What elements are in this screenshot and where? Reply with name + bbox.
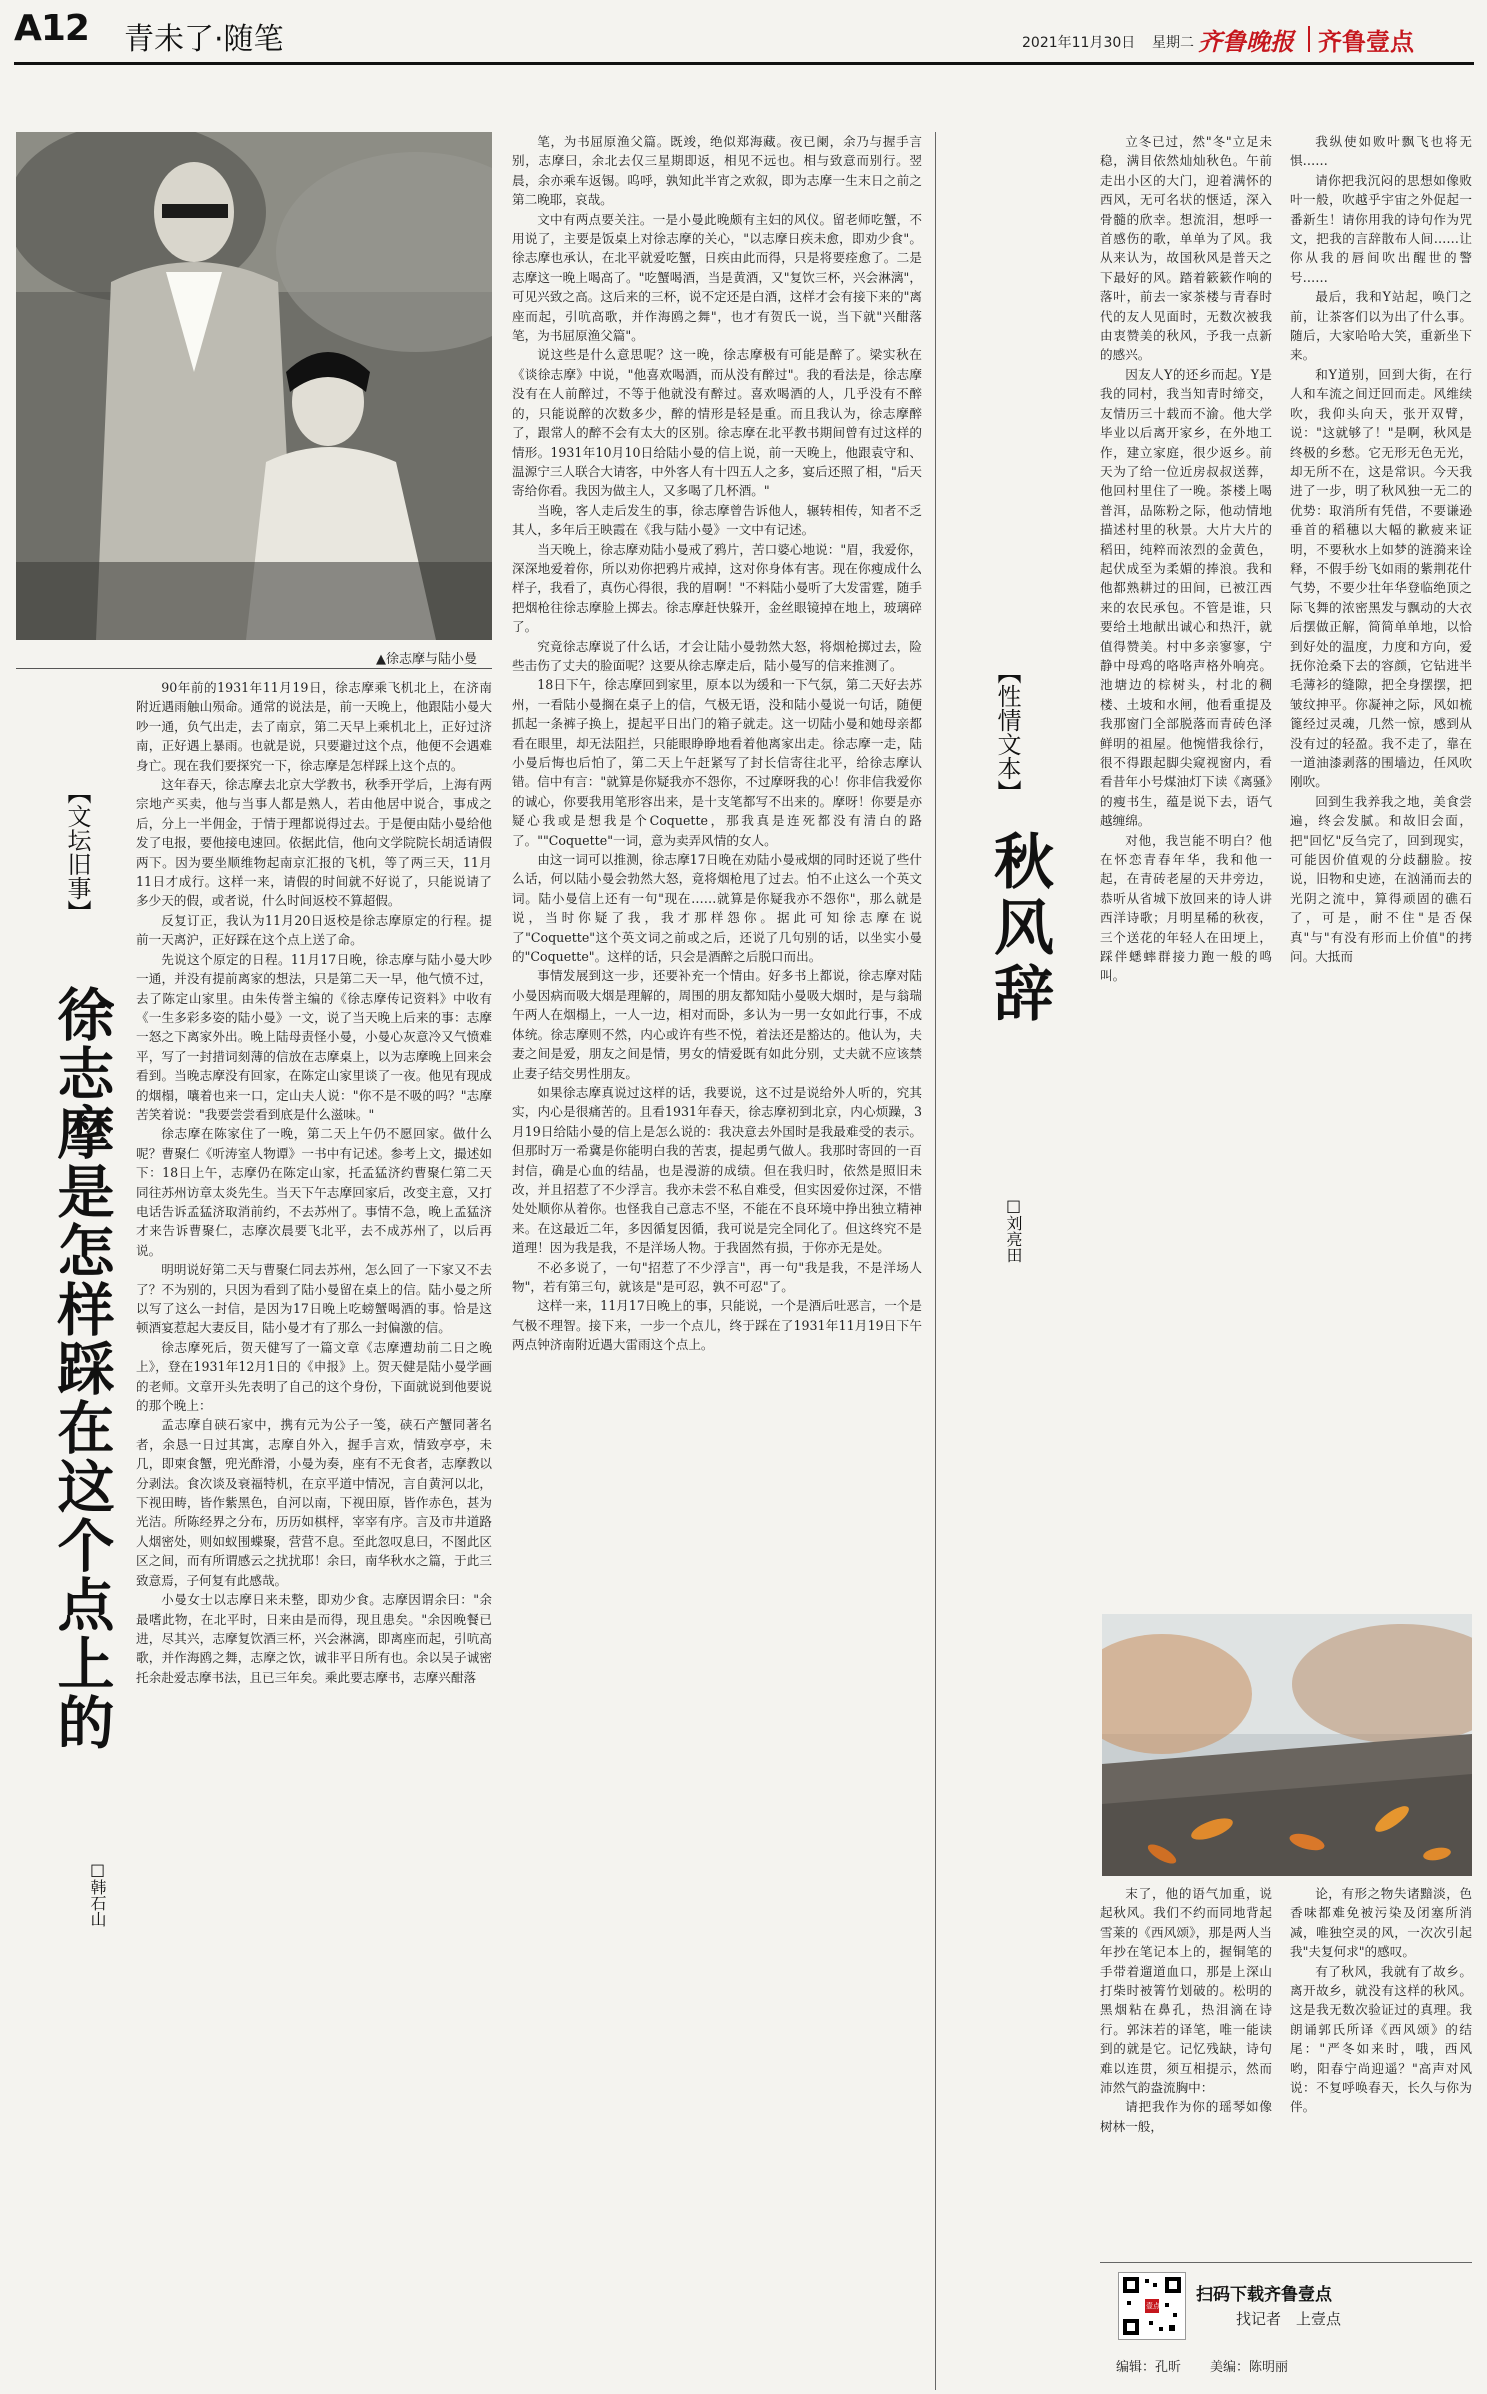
photo-illustration [1102, 1614, 1472, 1876]
paragraph: 末了，他的语气加重，说起秋风。我们不约而同地背起雪莱的《西风颂》，那是两人当年抄在笔记本上的，握铜笔的手带着遛道血口，那是上深山打柴时被箐竹划破的。松明的黑烟粘在鼻孔，热泪滴在诗行。郭沫若的译笔，唯一能读到的就是它。记忆残缺，诗句难以连贯，须互相提示，然而沛然气韵盎流胸中： [1100, 1886, 1272, 2096]
scan-subtitle: 找记者 上壹点 [1236, 2310, 1342, 2328]
paragraph: 这年春天，徐志摩去北京大学教书，秋季开学后，上海有两宗地产买卖，他与当事人都是熟人，若由他居中说合，事成之后，分上一半佣金，于情于理都说得过去。于是便由陆小曼给他发了电报，要他接电速回。依据此信，他向文学院院长胡适请假两下。因为要坐顺维物起南京汇报的飞机，等了两三天，11月11日才成行。这样一来，请假的时间就不好说了，只能说请了多少天的假，或者说，什么时间返校不算超假。 [136, 777, 492, 909]
article1-title: 徐志摩是怎样踩在这个点上的 [48, 985, 115, 1752]
paragraph: 先说这个原定的日程。11月17日晚，徐志摩与陆小曼大吵一通，并没有提前离家的想法，只是第二天一早，他气愤不过，去了陈定山家里。由朱传誉主编的《徐志摩传记资料》中收有《一生多彩多姿的陆小曼》一文，说了当天晚上后来的事：志摩一怒之下离家外出。晚上陆母责怪小曼，小曼心灰意冷又气愤难平，写了一封措词刻薄的信放在志摩桌上，以为志摩晚上回来会看到。当晚志摩没有回家，在陈定山家里谈了一夜。他见有现成的烟榻，嚷着也来一口，定山夫人说："你不是不吸的吗？"志摩苦笑着说："我要尝尝看到底是什么滋味。" [136, 951, 492, 1122]
footer-rule [1100, 2262, 1472, 2263]
article2-column-2 [1290, 132, 1472, 1604]
brand-logo: 齐鲁晚报 [1198, 28, 1294, 56]
paragraph: 不必多说了，一句"招惹了不少浮言"，再一句"我是我，不是洋场人物"，若有第三句，就该是"是可忍，孰不可忍"了。 [512, 1259, 922, 1294]
quote-paragraph: 请把我作为你的瑶琴如像树林一般， [1100, 2099, 1272, 2134]
paragraph: 反复订正，我认为11月20日返校是徐志摩原定的行程。提前一天离沪，正好踩在这个点上送了命。 [136, 912, 492, 948]
paragraph: 18日下午，徐志摩回到家里，原本以为缓和一下气氛，第二天好去苏州，一看陆小曼搁在桌子上的信，气极无语，没和陆小曼说一句话，随便抓起一条裤子换上，提起平日出门的箱子就走。这一切陆小曼和她母亲都看在眼里，却无法阻拦，只能眼睁睁地看着他离家出走。徐志摩一走，陆小曼后悔也后怕了，第二天上午赶紧写了封长信寄往北平，给徐志摩认错。信中有言："就算是你疑我亦不怨你，不过摩呀我的心！你非信我爱你的诚心，你要我用笔形容出来，是十支笔都写不出来的。摩呀！你要是亦疑心我或是想我是个Coquette，那我真是连死都没有清白的路了。""Coquette"一词，意为卖弄风情的女人。 [512, 677, 922, 848]
paragraph: 事情发展到这一步，还要补充一个情由。好多书上都说，徐志摩对陆小曼因病而吸大烟是理解的，周围的朋友都知陆小曼吸大烟时，是与翁瑞午两人在烟榻上，一人一边，相对而卧，多认为一男一女如此行事，不成体统。徐志摩则不然，内心或许有些不悦，着法还是豁达的。他认为，夫妻之间是爱，朋友之间是情，男女的情爱既有如此分别，丈夫就不应该禁止妻子结交男性朋友。 [512, 968, 922, 1081]
paragraph: 因友人Y的还乡而起。Y是我的同村，我当知青时缔交，友情历三十载而不渝。他大学毕业以后离开家乡，在外地工作，建立家庭，很少返乡。前天为了给一位近房叔叔送葬，他回村里住了一晚。茶楼上喝普洱，品陈粉之际，他动情地描述村里的秋景。大片大片的稻田，纯粹而浓烈的金黄色，起伏成至为柔媚的捧浪。我和他都熟耕过的田间，已被江西来的农民承包。不管是谁，只要给土地献出诚心和热汗，就值得赞美。村中多亲寥寥，宁静中母鸡的咯咯声格外响亮。池塘边的棕树头，村北的稠楼、土坡和水闸，他看重提及我那窗门全部脱落而青砖色泽鲜明的祖屋。他惋惜我徐行，很不得跟起脚尖窥视窗内，看看昔年小号煤油灯下读《离骚》的瘦书生，蕴是说下去，语气越缠绵。 [1100, 366, 1272, 829]
column-name: 青未了·随笔 [124, 22, 284, 57]
quote-paragraph: 小曼女士以志摩日来未整，即劝少食。志摩因谓余曰："余最嗜此物，在北平时，日来由是而得，现且患矣。"余因晚餐已进，尽其兴，志摩复饮酒三杯，兴会淋漓，即离座而起，引吭高歌，并作海鸥之舞，志摩之饮，诚非平日所有也。余以吴子诚密托余赴爱志摩书法，且已三年矣。乘此要志摩书，志摩兴酣落 [136, 1592, 492, 1685]
column-divider [935, 132, 936, 2390]
issue-weekday: 星期二 [1152, 35, 1194, 51]
app-logo: 齐鲁壹点 [1318, 28, 1414, 56]
article1-author: □韩石山 [88, 1860, 107, 1927]
header-rule [14, 62, 1474, 65]
photo-caption: ▲徐志摩与陆小曼 [376, 652, 477, 667]
paragraph: 由这一词可以推测，徐志摩17日晚在劝陆小曼戒烟的同时还说了些什么话，何以陆小曼会勃然大怒，竟将烟枪甩了过去。怕不止这么一个英文词。陆小曼信上还有一句"现在……就算是你疑我亦不怨你"，那么就是说，当时你疑了我，我才那样怨你。据此可知徐志摩在说了"Coquette"这个英文词之前或之后，还说了几句别的话，以坐实小曼的"Coquette"。这样的话，只会是酒醉之后脱口而出。 [512, 852, 922, 965]
article2-author: □刘亮田 [1004, 1196, 1023, 1263]
paragraph: 对他，我岂能不明白？他在怀恋青春年华，我和他一起，在青砖老屋的天井旁边，恭听从省城下放回来的诗人讲西洋诗歌；月明星稀的秋夜，三个送花的年轻人在田埂上，踩伴蟋蟀群接力跑一般的鸣叫。 [1100, 832, 1272, 984]
section-tag-literary: 【文坛旧事】 [63, 780, 91, 924]
article2-title: 秋风辞 [984, 830, 1054, 1028]
quote-paragraph: 笔，为书屈原渔父篇。既竣，绝似郑海藏。夜已阑，余乃与握手言别，志摩曰，余北去仅三星期即返，相见不远也。相与致意而别行。翌晨，余亦乘车返锡。呜呼，孰知此半宵之欢叙，即为志摩一生末日之前之第二晚耶，哀哉。 [512, 134, 922, 208]
section-tag-temperament: 【性情文本】 [993, 660, 1021, 804]
paragraph: 90年前的1931年11月19日，徐志摩乘飞机北上，在济南附近遇雨触山殒命。通常的说法是，前一天晚上，他跟陆小曼大吵一通，负气出走，去了南京，第二天早上乘机北上，正好过济南，正好遇上暴雨。也就是说，只要避过这个点，他便不会遇难身亡。现在我们要探究一下，徐志摩是怎样踩上这个点的。 [136, 680, 492, 773]
paragraph: 徐志摩在陈家住了一晚，第二天上午仍不愿回家。做什么呢？曹聚仁《听涛室人物谭》一书中有记述。参考上文，撮述如下：18日上午，志摩仍在陈定山家，托孟猛济约曹聚仁第二天同往苏州访章太炎先生。当天下午志摩回家后，改变主意，又打电话告诉孟猛济取消前约，不去苏州了。事情不急，晚上孟猛济才来告诉曹聚仁，志摩次晨要飞北平，去不成苏州了，以后再说。 [136, 1126, 492, 1258]
paragraph: 这样一来，11月17日晚上的事，只能说，一个是酒后吐恶言，一个是气极不理智。接下来，一步一个点儿，终于踩在了1931年11月19日下午两点钟济南附近遇大雷雨这个点上。 [512, 1298, 922, 1353]
page-number: A12 [14, 8, 89, 49]
paragraph: 如果徐志摩真说过这样的话，我要说，这不过是说给外人听的，究其实，内心是很痛苦的。且看1931年春天，徐志摩初到北京，内心烦躁，3月19日给陆小曼的信上是怎么说的：我决意去外国时是我最难受的表示。但那时万一希冀是你能明白我的苦衷，提起勇气做人。我那时寄回的一百封信，确是心血的结晶，也是漫游的成绩。但在我归时，依然是照旧未改，并且招惹了不少浮言。我亦未尝不私自难受，但实因爱你过深，不惜处处顺你从着你。也怪我自己意志不坚，不能在不良环境中挣出独立精神来。在这最近二年，多因循复因循，我可说是完全同化了。但这终究不是道理！因为我是我，不是洋场人物。于我固然有损，于你亦无是处。 [512, 1084, 922, 1256]
paragraph: 当晚，客人走后发生的事，徐志摩曾告诉他人，辗转相传，知者不乏其人，多年后王映霞在《我与陆小曼》一文中有记述。 [512, 502, 922, 538]
article2-column-3 [1100, 1884, 1272, 2254]
article1-column-1 [136, 678, 492, 2390]
paragraph: 文中有两点要关注。一是小曼此晚颇有主妇的风仪。留老师吃蟹，不用说了，主要是饭桌上对徐志摩的关心，"以志摩日疾未愈，即劝少食"。徐志摩也承认，在北平就爱吃蟹，日疾由此而得，只是将要痊愈了。二是志摩这一晚上喝高了。"吃蟹喝酒，当是黄酒，又"复饮三杯，兴会淋漓"，可见兴致之高。这后来的三杯，说不定还是白酒，这样才会有接下来的"离座而起，引吭高歌，并作海鸥之舞"，也才有贺氏一说，当下就"兴酣落笔，为书屈原渔父篇"。 [512, 211, 922, 344]
qr-label: 壹点 [1146, 2302, 1160, 2310]
paragraph: 明明说好第二天与曹聚仁同去苏州，怎么回了一下家又不去了？不为别的，只因为看到了陆小曼留在桌上的信。陆小曼之所以写了这么一封信，是因为17日晚上吃螃蟹喝酒的事。恰是这顿酒宴惹起大妻反目，陆小曼才有了那么一封偏激的信。 [136, 1262, 492, 1336]
paragraph: 究竟徐志摩说了什么话，才会让陆小曼勃然大怒，将烟枪掷过去，险些击伤了丈夫的脸面呢？这要从徐志摩走后，陆小曼写的信来推测了。 [512, 638, 922, 673]
designer-credit: 美编：陈明丽 [1210, 2360, 1289, 2375]
paragraph: 当天晚上，徐志摩劝陆小曼戒了鸦片，苦口婆心地说："眉，我爱你，深深地爱着你，所以劝你把鸦片戒掉，这对你身体有害。现在你瘦成什么样子，我看了，真伤心得很，我的眉啊！"不料陆小曼听了大发雷霆，随手把烟枪往徐志摩脸上掷去。徐志摩赶快躲开，金丝眼镜掉在地上，玻璃碎了。 [512, 541, 922, 635]
article1-column-2 [512, 132, 922, 2390]
quote-paragraph: 请你把我沉闷的思想如像败叶一般，吹越乎宇宙之外促起一番新生！请你用我的诗句作为咒文，把我的言辞散布人间……让你从我的唇间吹出醒世的警号…… [1290, 172, 1472, 285]
photo-rule [16, 668, 492, 669]
article2-column-1 [1100, 132, 1272, 1604]
scan-title: 扫码下载齐鲁壹点 [1196, 2285, 1332, 2305]
paragraph: 徐志摩死后，贺天健写了一篇文章《志摩遭劫前二日之晚上》，登在1931年12月1日的《申报》上。贺天健是陆小曼学画的老师。文章开头先表明了自己的这个身份，下面就说到他要说的那个晚上： [136, 1339, 492, 1414]
paragraph: 说这些是什么意思呢？这一晚，徐志摩极有可能是醉了。梁实秋在《谈徐志摩》中说，"他喜欢喝酒，而从没有醉过"。我的看法是，徐志摩没有在人前醉过，不等于他就没有醉过。喜欢喝酒的人，几乎没有不醉的，只能说醉的次数多少，醉的情形是轻是重。而且我认为，徐志摩醉了，跟常人的醉不会有太大的区别。徐志摩在北平教书期间曾有过这样的情形。1931年10月10日给陆小曼的信上说，前一天晚上，他跟袁守和、温源宁三人联合大请客，中外客人有十四五人之多，宴后还照了相，"后天寄给你看。我因为做主人，又多喝了几杯酒。" [512, 347, 922, 499]
photo-xu-and-lu [16, 132, 492, 640]
paragraph: 回到生我养我之地，美食尝遍，终会发腻。和故旧会面，把"回忆"反刍完了，回到现实，可能因价值观的分歧翻脸。按说，旧物和史迹，在汹涌而去的光阴之流中，算得顽固的礁石了，可是，耐不住"是否保真"与"有没有形而上价值"的拷问。大抵而 [1290, 793, 1472, 965]
paragraph: 最后，我和Y站起，唤门之前，让茶客们以为出了什么事。随后，大家哈哈大笑，重新坐下来。 [1290, 289, 1472, 363]
photo-illustration [16, 132, 492, 640]
issue-date: 2021年11月30日 [1022, 35, 1136, 51]
paragraph: 和Y道别，回到大街，在行人和车流之间迂回而走。风维续吹，我仰头向天，张开双臂，说："这就够了！"是啊，秋风是终极的乡愁。它无形无色无光，却无所不在，这是常识。今天我进了一步，明了秋风独一无二的优势：取消所有凭借，不要谦逊垂首的稻穗以大幅的歉疲来证明，不要秋水上如梦的涟漪来诠释，不假手纷飞如雨的紫荆花什气势，不要少壮年华登临绝顶之际飞舞的浓密黑发与飘动的大衣后摆做正解，简简单单地，以恰到好处的温度，力度和方向，爱抚你沧桑下去的容颜，它钻进半毛薄衫的缝隙，把全身摆摆，把皱纹抻平。你凝神之际，风如梳篦经过灵魂，几然一惊，感到从没有过的轻盈。我不走了，靠在一道油漆剥落的围墙边，任风吹刚吹。 [1290, 366, 1472, 790]
brand-separator [1308, 26, 1310, 52]
editor-credit: 编辑：孔昕 [1116, 2360, 1182, 2375]
paragraph: 有了秋风，我就有了故乡。离开故乡，就没有这样的秋风。这是我无数次验证过的真理。我朗诵郭氏所译《西风颂》的结尾："严冬如来时，哦，西风哟，阳春宁尚迎遥？"高声对风说：不复呼唤春天，长久与你为伴。 [1290, 1963, 1472, 2115]
qr-code[interactable] [1118, 2272, 1186, 2340]
quote-paragraph: 孟志摩自硖石家中，携有元为公子一笺，硖石产蟹同著名者，余恳一日过其寓，志摩自外入，握手言欢，情致亭亭，未几，即柬食蟹，兜光酢滑，小曼为奏，座有不无食者，志摩教以分剥法。食次谈及衰福特机，在京平道中情况，言自黄河以北，下视田畴，皆作紫黑色，自河以南，下视田原，皆作赤色，甚为光洁。所陈经界之分布，历历如棋枰，宰宰有序。言及市井道路人烟密处，则如蚁围蝶聚，营营不息。至此忽叹息曰，不图此区区之间，而有所谓感云之扰扰耶！余曰，南华秋水之篇，于此三致意焉，子何复有此感哉。 [136, 1417, 492, 1588]
paragraph: 立冬已过，然"冬"立足未稳，满目依然灿灿秋色。午前走出小区的大门，迎着满怀的西风，无可名状的惬适，深入骨髓的欣幸。想流泪，想呼一首感伤的歌，单单为了风。我从来认为，故国秋风是普天之下最好的风。踏着簌簌作响的落叶，前去一家茶楼与青春时代的友人见面时，无数次被我由衷赞美的秋风，予我一点新的感兴。 [1100, 134, 1272, 363]
paragraph: 论，有形之物失诸黯淡，色香味都难免被污染及闭塞所消减，唯独空灵的风，一次次引起我"夫复何求"的感叹。 [1290, 1886, 1472, 1960]
article2-column-4 [1290, 1884, 1472, 2254]
photo-autumn-leaves [1102, 1614, 1472, 1876]
quote-paragraph: 我纵使如败叶飘飞也将无惧…… [1290, 134, 1472, 169]
